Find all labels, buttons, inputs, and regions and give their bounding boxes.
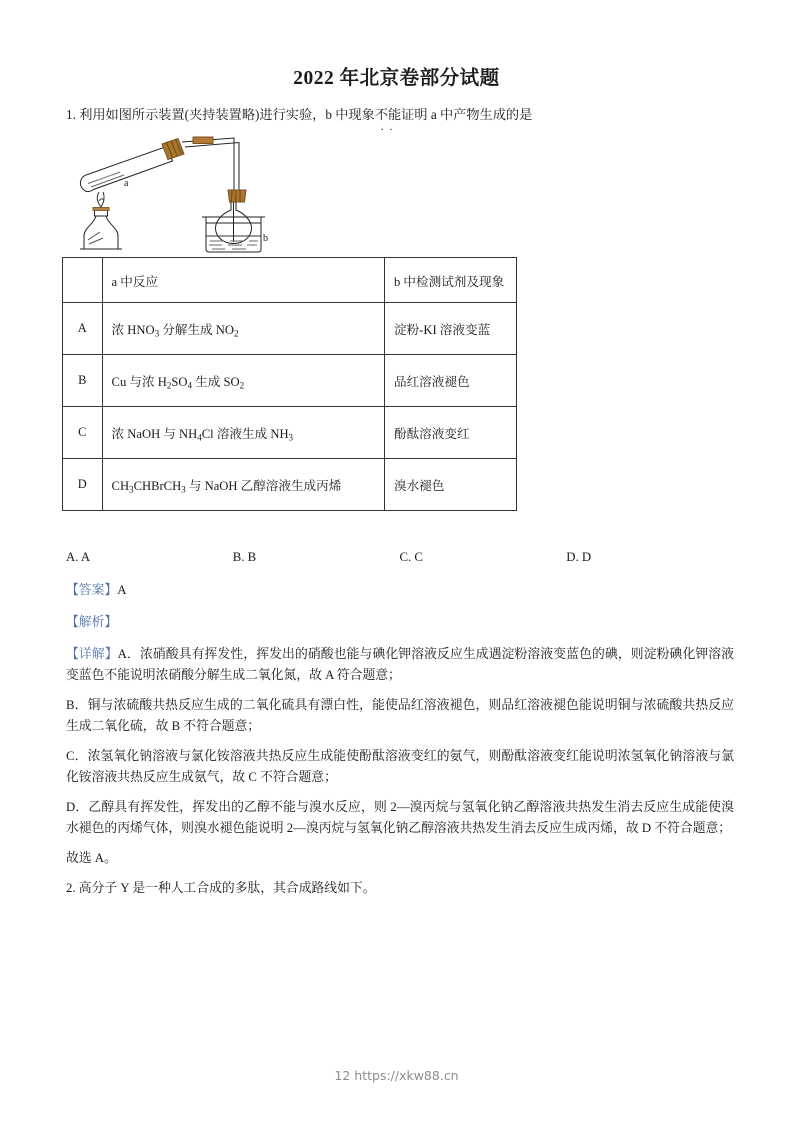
- explanation-a-text: A．浓硝酸具有挥发性，挥发出的硝酸也能与碘化钾溶液反应生成遇淀粉溶液变蓝色的碘，则淀粉碘化钾溶液变蓝色不能说明浓硝酸分解生成二氧化氮，故 A 符合题意；: [66, 647, 734, 683]
- choice-b: B. B: [232, 550, 257, 564]
- question-1-stem-emphasis: 不能 ..: [375, 105, 401, 125]
- detail-tag: 【详解】: [66, 647, 118, 662]
- table-row: [63, 407, 517, 459]
- tube-connector-cork: [193, 137, 213, 144]
- row-reaction-a: 浓 $HNO_3$ 分解生成 $NO_2$: [102, 303, 384, 355]
- rubber-stopper-bulb: [228, 190, 246, 202]
- row-reaction-c: 浓 NaOH 与 $NH_4Cl$ 溶液生成 $NH_3$: [102, 407, 384, 459]
- question-2-stem: 2. 高分子 Y 是一种人工合成的多肽，其合成路线如下。: [66, 881, 376, 896]
- row-detection-c: 酚酞溶液变红: [384, 407, 516, 459]
- row-letter-d: D: [63, 459, 103, 511]
- rubber-stopper-left: [162, 139, 184, 160]
- explanation-b: B．铜与浓硫酸共热反应生成的二氧化硫具有漂白性，能使品红溶液褪色，则品红溶液褪色能说明铜与浓硫酸共热反应生成二氧化硫，故 B 不符合题意；: [66, 698, 734, 734]
- row-reaction-d: $CH_3CHBrCH_3$ 与 NaOH 乙醇溶液生成丙烯: [102, 459, 384, 511]
- table-header-reaction: a 中反应: [102, 258, 384, 303]
- question-1-stem-part1: 1. 利用如图所示装置(夹持装置略)进行实验，b 中现象: [66, 107, 375, 122]
- explanation-a: [66, 644, 734, 685]
- alcohol-lamp-icon: [80, 208, 122, 250]
- analysis-tag: 【解析】: [66, 614, 118, 629]
- row-reaction-b: Cu 与浓 $H_2SO_4$ 生成 $SO_2$: [102, 355, 384, 407]
- explanation-c: C．浓氢氧化钠溶液与氯化铵溶液共热反应生成能使酚酞溶液变红的氨气，则酚酞溶液变红能说明浓氢氧化钠溶液与氯化铵溶液共热反应生成氨气，故 C 不符合题意；: [66, 749, 734, 785]
- table-row: [63, 355, 517, 407]
- choice-d: D. D: [566, 550, 592, 564]
- table-row: [63, 459, 517, 511]
- connecting-tube: [182, 138, 239, 194]
- options-table: [62, 257, 517, 511]
- flame-icon: [97, 192, 104, 207]
- apparatus-figure: [58, 128, 288, 253]
- page-footer: 12 https://xkw88.cn: [334, 1068, 459, 1083]
- table-header-detection: b 中检测试剂及现象: [384, 258, 516, 303]
- solution-block: [66, 580, 734, 909]
- table-header-blank: [63, 258, 103, 303]
- figure-label-b: b: [263, 233, 268, 244]
- page-title: 2022 年北京卷部分试题: [293, 68, 500, 89]
- row-letter-c: C: [63, 407, 103, 459]
- choice-a: A. A: [66, 550, 91, 564]
- options-table-body: [63, 258, 517, 511]
- table-header-row: [63, 258, 517, 303]
- row-detection-a: 淀粉-KI 溶液变蓝: [384, 303, 516, 355]
- explanation-conclusion: 故选 A。: [66, 851, 117, 866]
- answer-line: [66, 580, 734, 601]
- question-1-stem-part2: 证明 a 中产物生成的是: [401, 107, 533, 122]
- row-letter-b: B: [63, 355, 103, 407]
- table-row: [63, 303, 517, 355]
- row-detection-d: 溴水褪色: [384, 459, 516, 511]
- analysis-line: [66, 612, 734, 633]
- choices-row: [66, 550, 733, 565]
- choice-c: C. C: [399, 550, 423, 564]
- figure-label-a: a: [124, 178, 129, 189]
- explanation-d: D．乙醇具有挥发性，挥发出的乙醇不能与溴水反应，则 2—溴丙烷与氢氧化钠乙醇溶液共热发生消去反应生成能使溴水褪色的丙烯气体，则溴水褪色能说明 2—溴丙烷与氢氧化钠乙醇溶液共热发生消去反应生成丙烯，故 D 不符合题意；: [66, 800, 734, 835]
- question-1-stem: [66, 105, 733, 125]
- row-letter-a: A: [63, 303, 103, 355]
- answer-value: A: [117, 583, 127, 597]
- answer-tag: 【答案】: [66, 583, 118, 597]
- row-detection-b: 品红溶液褪色: [384, 355, 516, 407]
